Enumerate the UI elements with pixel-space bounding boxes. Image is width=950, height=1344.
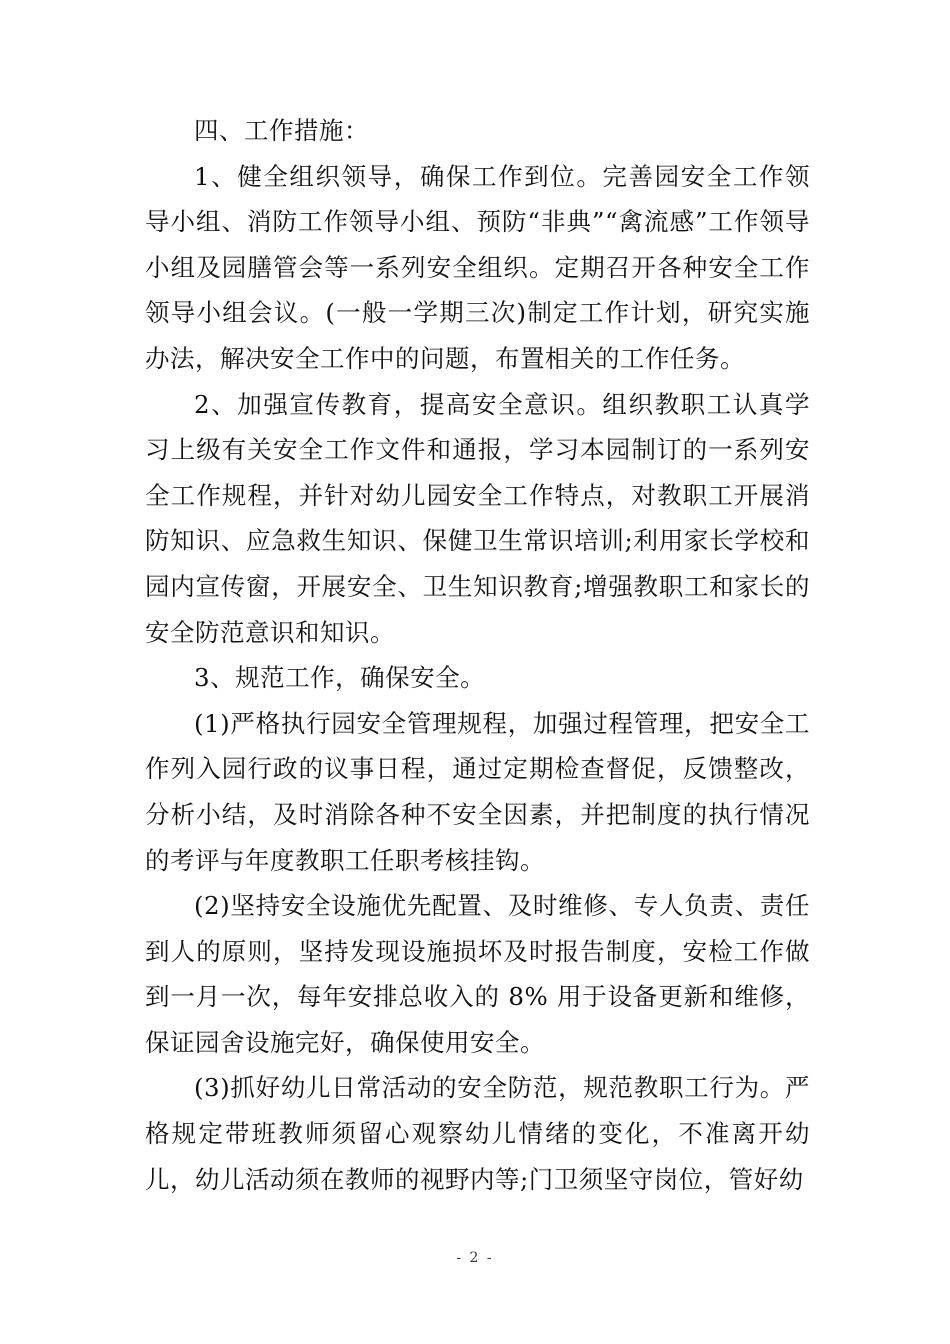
section-heading: 四、工作措施：	[194, 116, 369, 145]
document-body	[145, 108, 810, 1202]
paragraph-1: 1、健全组织领导，确保工作到位。完善园安全工作领导小组、消防工作领导小组、预防“非典”“禽流感”工作领导小组及园膳管会等一系列安全组织。定期召开各种安全工作领导小组会议。(一般一学期三次)制定工作计划，研究实施办法，解决安全工作中的问题，布置相关的工作任务。	[145, 161, 810, 373]
paragraph-3-2: (2)坚持安全设施优先配置、及时维修、专人负责、责任到人的原则，坚持发现设施损坏及时报告制度，安检工作做到一月一次，每年安排总收入的 8% 用于设备更新和维修，保证园舍设施完好，确保使用安全。	[145, 891, 810, 1057]
paragraph-3: 3、规范工作，确保安全。	[194, 663, 486, 693]
paragraph-3-3: (3)抓好幼儿日常活动的安全防范，规范教职工行为。严格规定带班教师须留心观察幼儿情绪的变化，不准离开幼儿，幼儿活动须在教师的视野内等;门卫须坚守岗位，管好幼	[145, 1073, 810, 1194]
paragraph-2: 2、加强宣传教育，提高安全意识。组织教职工认真学习上级有关安全工作文件和通报，学习本园制订的一系列安全工作规程，并针对幼儿园安全工作特点，对教职工开展消防知识、应急救生知识、保健卫生常识培训;利用家长学校和园内宣传窗，开展安全、卫生知识教育;增强教职工和家长的安全防范意识和知识。	[145, 389, 810, 647]
page-number: - 2 -	[456, 1250, 494, 1266]
paragraph-3-1: (1)严格执行园安全管理规程，加强过程管理，把安全工作列入园行政的议事日程，通过定期检查督促，反馈整改，分析小结，及时消除各种不安全因素，并把制度的执行情况的考评与年度教职工任职考核挂钩。	[145, 708, 810, 875]
